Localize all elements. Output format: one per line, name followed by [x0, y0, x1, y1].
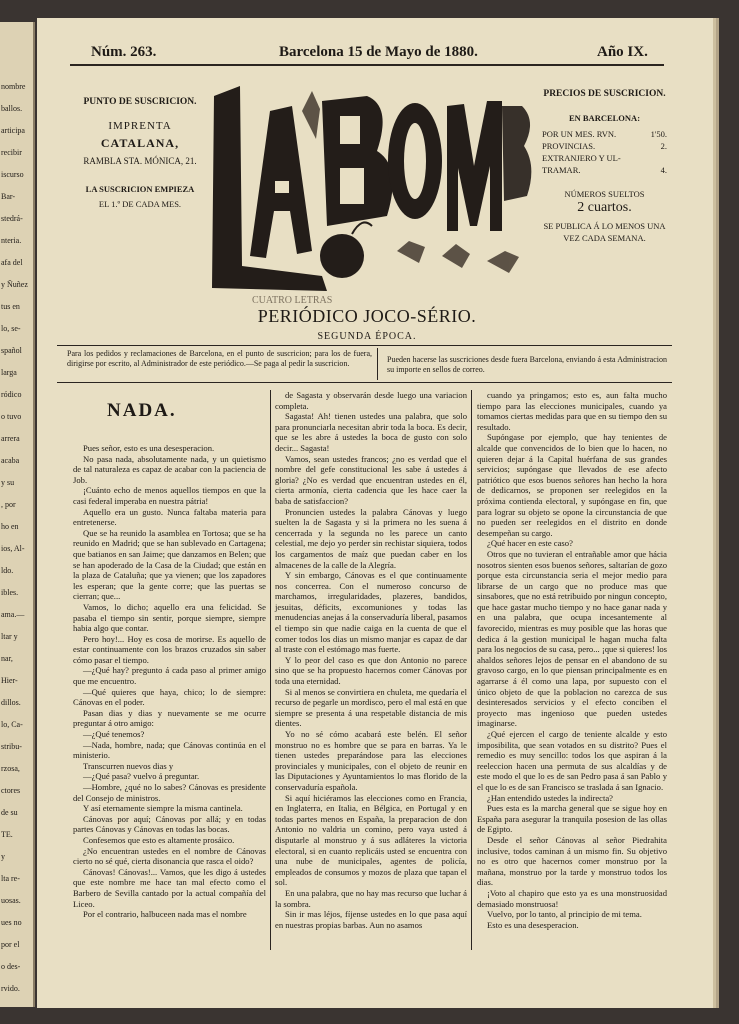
left-page-fragment: por el: [1, 940, 20, 949]
la-bomba-title-illustration: [202, 76, 537, 301]
left-page-fragment: larga: [1, 368, 17, 377]
left-page-fragment: articipa: [1, 126, 25, 135]
article-paragraph: Cánovas por aquí; Cánovas por allá; y en todas partes Cánovas y Cánovas en todas las bocas.: [73, 813, 266, 835]
left-page-fragment: Bar-: [1, 192, 16, 201]
left-page-fragment: stedrá-: [1, 214, 23, 223]
article-paragraph: Confesemos que esto es altamente prosáico.: [83, 834, 235, 845]
single-issue-price: 2 cuartos.: [577, 200, 632, 215]
article-paragraph: Transcurren nuevos dias y: [83, 760, 174, 771]
article-paragraph: de Sagasta y observarán desde luego una variacion completa.: [275, 390, 467, 411]
price-row-1-value: 1'50.: [650, 129, 667, 139]
left-page-fragment: de su: [1, 808, 18, 817]
left-page-fragment: recibir: [1, 148, 22, 157]
left-page-fragment: y su: [1, 478, 15, 487]
article-paragraph: Vamos, lo dicho; aquello era una felicidad. Se pasaba el tiempo sin sentir, porque siempre, siempre habia algo que contar.: [73, 601, 266, 634]
article-paragraph: Esto es una desesperacion.: [487, 919, 579, 930]
subscription-prices: [542, 88, 667, 244]
column-rule-1: [270, 390, 271, 950]
left-page-fragment: spañol: [1, 346, 22, 355]
article-paragraph: Desde el señor Cánovas al señor Piedrahita inclusive, todos caminan á un mismo fin. Su objetivo no es otro que hacernos comer monstruo por la mañana, monstruo por la tarde y monstruo todos los dias.: [477, 834, 667, 888]
article-heading: NADA.: [107, 400, 177, 421]
page-epoch: SEGUNDA ÉPOCA.: [317, 331, 417, 342]
left-page-fragment: o des-: [1, 962, 21, 971]
issue-year: Año IX.: [597, 44, 648, 60]
article-paragraph: Vamos, sean ustedes francos; ¿no es verdad que el nombre del gefe constitucional les sabe á ustedes á gloria? ¿No es verdad que encuentran ustedes en él, cierta armonía, cierta cadencia que les hace caer la baba de satisfaccion?: [275, 453, 467, 506]
article-paragraph: —¿Qué hay? pregunto á cada paso al primer amigo que me encuentro.: [73, 665, 266, 687]
left-page-fragment: ama.—: [1, 610, 25, 619]
printer-name: CATALANA,: [100, 136, 180, 150]
masthead-rule: [70, 64, 664, 66]
article-paragraph: Y lo peor del caso es que don Antonio no parece sino que se ha propuesto hacernos comer Cánovas por toda una eternidad.: [275, 654, 467, 687]
article-paragraph: Si aquí hiciéramos las elecciones como en Francia, en Inglaterra, en Italia, en Bélgica, en Portugal y en todas partes menos en España, la preparacion de don Antonio no valdria un comino, pero vaya usted á disputarle al monstruo y á sus adláteres la victoria electoral, si en cuanto replicáis usted se encuentra con una nube de municipales, agentes de policía, empleados de consumos y mozos de plaza que tapan el sol.: [275, 792, 467, 888]
left-page-fragment: ltar y: [1, 632, 18, 641]
price-row-2-label: PROVINCIAS.: [542, 141, 596, 151]
subscription-point: [75, 96, 205, 210]
left-page-fragment: ctores: [1, 786, 21, 795]
article-paragraph: —Qué quieres que haya, chico; lo de siempre: Cánovas en el poder.: [73, 686, 266, 708]
frequency-line-2: VEZ CADA SEMANA.: [563, 233, 646, 243]
left-page-fragment: y Ñuñez: [1, 280, 28, 289]
price-row-3-label: EXTRANJERO Y UL-: [542, 153, 621, 163]
notices-bottom-rule: [57, 382, 672, 383]
left-page-fragment: rzosa,: [1, 764, 20, 773]
page-subtitle: PERIÓDICO JOCO-SÉRIO.: [257, 306, 477, 326]
left-page-fragment: nombre: [1, 82, 26, 91]
article-paragraph: ¿Qué hacer en este caso?: [487, 538, 573, 549]
article-paragraph: —¿Qué tenemos?: [83, 729, 145, 740]
article-paragraph: Yo no sé cómo acabará este belén. El señor monstruo no es hombre que se para en barras. Ya le tienen ustedes preparándose para las elecciones provinciales y municipales, con el objeto de reunir en las Diputaciones y Ayuntamientos lo mas florido de la conservaduría española.: [275, 729, 467, 792]
article-paragraph: Sagasta! Ah! tienen ustedes una palabra, que solo para pronunciarla necesitan abrir toda la boca. Es decir, que se les abre á ustedes la boca de gusto con solo decir... Sagasta!: [275, 411, 467, 453]
left-page-fragment: o tuvo: [1, 412, 22, 421]
article-paragraph: Y así eternamente siempre la misma cantinela.: [83, 803, 243, 814]
notice-right: Pueden hacerse las suscriciones desde fuera Barcelona, enviando á esta Administracion su importe en sellos de correo.: [387, 355, 667, 374]
subscription-note-2: EL 1.º DE CADA MES.: [98, 199, 182, 209]
article-paragraph: Pero hoy!... Hoy es cosa de morirse. Es aquello de estar continuamente con los brazos cruzados sin saber cómo pasar el tiempo.: [73, 633, 266, 665]
adjacent-page-fragment: [0, 22, 35, 1007]
left-page-fragment: ues no: [1, 918, 22, 927]
article-paragraph: ¿Qué ejercen el cargo de teniente alcalde y esto imposibilita, que sean votados en su distrito? Pues el remedio es muy sencillo: todos los que aspiran á la reeleccion hacen una permuta de sus alcaldías y de este modo el que lo es de san Pedro pasa á san Pablo y el que lo es de san Francisco se traslada á san Ignacio.: [477, 729, 667, 792]
left-page-fragment: stribu-: [1, 742, 22, 751]
newspaper-page: [37, 18, 713, 1008]
single-issue-label: NÚMEROS SUELTOS: [564, 189, 645, 199]
article-paragraph: Vuelvo, por lo tanto, al principio de mi tema.: [487, 909, 642, 920]
article-paragraph: ¡Cuánto echo de menos aquellos tiempos en que la casi federal imperaba en nuestra pátria!: [73, 485, 266, 506]
frequency-line-1: SE PUBLICA Á LO MENOS UNA: [543, 221, 666, 231]
article-paragraph: ¿No encuentran ustedes en el nombre de Cánovas cierto no sé qué, cierta disonancia que rasca el oido?: [73, 845, 266, 867]
article-paragraph: cuando ya pringamos; esto es, aun falta mucho tiempo para las elecciones municipales, cuando ya tomamos ciertas medidas para que en su tiempo den su resultado.: [477, 390, 667, 432]
article-paragraph: Cánovas! Cánovas!... Vamos, que les digo á ustedes que este nombre me hace tan mal efecto como el Barbero de Sevilla cantado por la actual compañía del Liceo.: [73, 866, 266, 909]
price-row-4-label: TRAMAR.: [542, 165, 581, 175]
left-page-fragment: acaba: [1, 456, 20, 465]
left-page-fragment: dillos.: [1, 698, 21, 707]
article-paragraph: Y sin embargo, Cánovas es el que continuamente nos concerrea. Con el numeroso concurso de marchamos, irregularidades, plazeres, bandidos, jesuitas, déficits, excomuniones y todas las menudencias anejas á la conservaduría liberal, pasamos el tiempo sin que nadie caiga en la cuenta de que el comer todos los dias un mismo manjar es capaz de dar al traste con el estómago mas fuerte.: [275, 570, 467, 655]
price-row-2-value: 2.: [660, 141, 667, 151]
subscription-note-1: LA SUSCRICION EMPIEZA: [85, 184, 195, 194]
left-page-fragment: lo, se-: [1, 324, 21, 333]
article-column-1: [73, 443, 266, 920]
article-paragraph: Por el contrario, halbuceen nada mas el nombre: [83, 909, 247, 920]
left-page-fragment: nar,: [1, 654, 13, 663]
issue-date: Barcelona 15 de Mayo de 1880.: [279, 44, 478, 60]
article-paragraph: —¿Qué pasa? vuelvo á preguntar.: [83, 771, 200, 782]
left-page-fragment: lo, Ca-: [1, 720, 23, 729]
column-rule-2: [471, 390, 472, 950]
left-page-fragment: ldo.: [1, 566, 14, 575]
article-column-2: [275, 390, 467, 930]
article-paragraph: Pronuncien ustedes la palabra Cánovas y luego suelten la de Sagasta y si la primera no les suena á cencerrada y la segunda no les parece un canto celestial, me dejo yo perder sin rechistar siquiera, todos los cargamentos de maíz que puedan caber en los almacenes de la calle de la Alegría.: [275, 506, 467, 570]
notices-top-rule: [57, 345, 672, 346]
prices-heading: PRECIOS DE SUSCRICION.: [543, 89, 666, 99]
article-paragraph: Sin ir mas léjos, fíjense ustedes en lo que pasa aquí en nuestras propias barbas. Aun no asamos: [275, 909, 467, 930]
article-paragraph: En una palabra, que no hay mas recurso que luchar á la sombra.: [275, 887, 467, 909]
article-paragraph: Supóngase por ejemplo, que hay tenientes de alcalde que convencidos de lo bien que lo hacen, no quieren dejar á la Capital huérfana de sus grandes servicios; supóngase que llevados de ese afecto patriótico que esos buenos señores han hecho la hora de dedicarnos, se proponen ser reelegidos en la próxima contienda electoral, y supóngase en fin, que para lograr su objeto se opone la circunstancia de que no pueden ser reelegidos en el distrito en donde desempeñan su cargo.: [477, 432, 667, 538]
left-page-fragment: ballos.: [1, 104, 23, 113]
left-page-fragment: ios, Al-: [1, 544, 25, 553]
notices-divider: [377, 348, 378, 380]
article-paragraph: Pasan dias y dias y nuevamente se me ocurre preguntar á otro amigo:: [73, 707, 266, 729]
left-page-fragment: arrera: [1, 434, 20, 443]
article-column-3: [477, 390, 667, 930]
price-row-4: [542, 164, 667, 176]
printer-label: IMPRENTA: [108, 120, 172, 132]
prices-city: EN BARCELONA:: [568, 113, 641, 123]
left-page-fragment: ródico: [1, 390, 22, 399]
article-paragraph: ¿Han entendido ustedes la indirecta?: [487, 792, 613, 803]
left-page-fragment: nteria.: [1, 236, 22, 245]
price-row-1: [542, 128, 667, 140]
article-paragraph: Otros que no tuvieran el entrañable amor que hácia nosotros sienten esos buenos señores, saltarían de gozo porque esta circunstancia seria el mejor medio para librarse de un cargo que no produce mas que sinsabores, que no está retribuido por ningun concepto, que hace gastar mucho tiempo y no hace ganar nada y en una palabra, que ocupa incesantemente al favorecido, mientras es muy posible que las horas que dedica á la gestion municipal le hagan mucha falta para los negocios de su casa, pero... ¡que si quieres! los ahaldos señores lejos de pensar en el abandono de su gravoso cargo, en lo que piensan principalmente es en agarrarse á él como una lapa, por supuesto con el único objeto de que la poblacion no carezca de sus desinteresados servicios y el efecto conciben el proyecto mas ingenioso que pueden ustedes imaginarse.: [477, 548, 667, 729]
issue-number: Núm. 263.: [91, 44, 157, 60]
left-page-fragment: Hier-: [1, 676, 18, 685]
left-page-fragment: afa del: [1, 258, 23, 267]
article-paragraph: —Nada, hombre, nada; que Cánovas continúa en el ministerio.: [73, 739, 266, 761]
left-page-fragment: rvido.: [1, 984, 20, 993]
price-row-1-label: POR UN MES. RVN.: [542, 129, 617, 139]
subscription-heading: PUNTO DE SUSCRICION.: [83, 97, 197, 107]
left-page-fragment: iscurso: [1, 170, 24, 179]
left-page-fragment: uosas.: [1, 896, 21, 905]
left-page-fragment: lta re-: [1, 874, 20, 883]
left-page-fragment: ho en: [1, 522, 19, 531]
article-paragraph: —Hombre, ¿qué no lo sabes? Cánovas es presidente del Consejo de ministros.: [73, 782, 266, 803]
article-paragraph: Aquello era un gusto. Nunca faltaba materia para entretenerse.: [73, 506, 266, 528]
left-page-fragment: , por: [1, 500, 16, 509]
article-paragraph: Que se ha reunido la asamblea en Tortosa; que se ha reunido en Madrid; que se han sublevado en Cartagena; que batianos en san Jaime; que danzamos en Belen; que se han apoderado de la Casa de la Ciudad; que están en la plaza de Cataluña; que ya vienen; que los zapadores les esperan; que la gente corre; que las puertas se cierran; que...: [73, 527, 266, 602]
price-row-2: [542, 140, 667, 152]
title-ghost-text: CUATRO LETRAS: [252, 295, 333, 306]
left-page-fragment: tus en: [1, 302, 20, 311]
left-page-fragment: ibles.: [1, 588, 19, 597]
notice-left: Para los pedidos y reclamaciones de Barcelona, en el punto de suscricion; para los de fuera, dirigirse por escrito, al Administrador de este periódico.—Se paga al pedir la suscricion.: [67, 349, 372, 368]
article-paragraph: Pues esta es la marcha general que se sigue hoy en España para asegurar la tranquila posesion de las ollas de Egipto.: [477, 803, 667, 835]
left-page-fragment: TE.: [1, 830, 13, 839]
left-page-fragment: y: [1, 852, 5, 861]
article-paragraph: Si al menos se convirtiera en chuleta, me quedaría el recurso de pegarle un mordisco, pero el mal está en que siempre se presenta á una respetable distancia de mis dientes.: [275, 686, 467, 729]
article-paragraph: No pasa nada, absolutamente nada, y un quietismo de tal naturaleza es capaz de acabar con la paciencia de Job.: [73, 453, 266, 485]
price-row-4-value: 4.: [660, 165, 667, 175]
article-paragraph: ¡Voto al chapiro que esto ya es una monstruosidad demasiado monstruosa!: [477, 887, 667, 909]
article-paragraph: Pues señor, esto es una desesperacion.: [83, 443, 215, 453]
printer-address: RAMBLA STA. MÓNICA, 21.: [83, 156, 197, 166]
